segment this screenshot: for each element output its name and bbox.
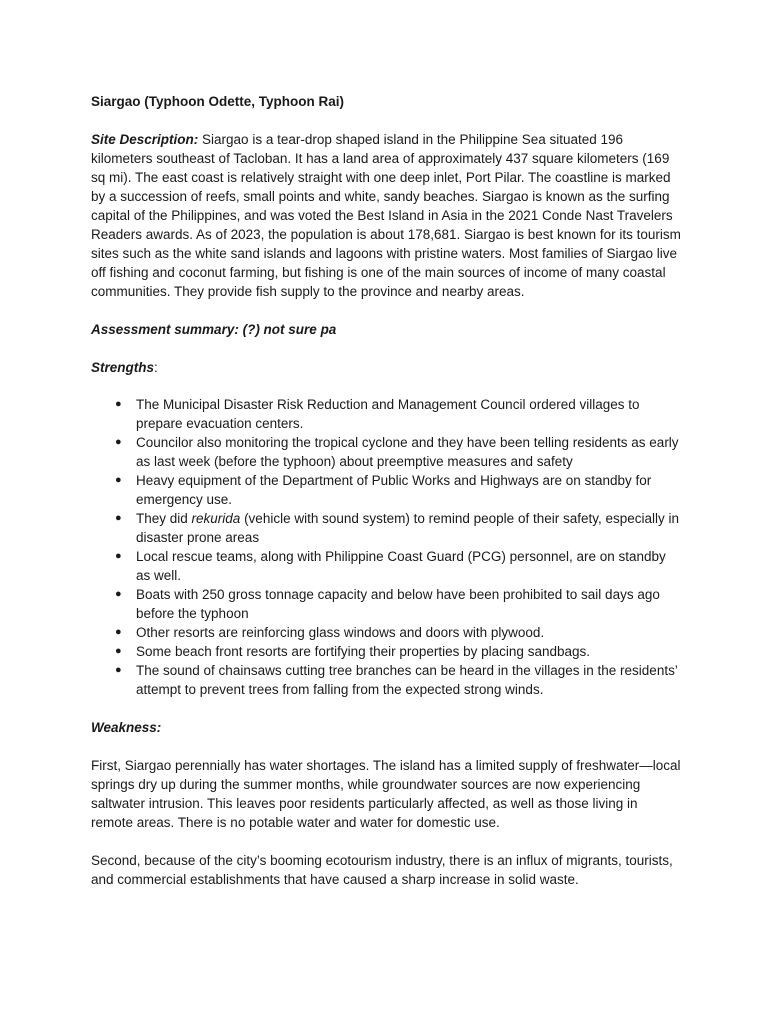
rekurida-pre: They did [136, 511, 192, 526]
site-description-text: Siargao is a tear-drop shaped island in the Philippine Sea situated 196 kilometers southeast of Tacloban. It has a land area of approximately 437 square kilometers (169 sq mi). The east coast is relatively straight with one deep inlet, Port Pilar. The coastline is marked by a succession of reefs, small points and white, sandy beaches. Siargao is known as the surfing capital of the Philippines, and was voted the Best Island in Asia in the 2021 Conde Nast Travelers Readers awards. As of 2023, the population is about 178,681. Siargao is best known for its tourism sites such as the white sand islands and lagoons with pristine waters. Most families of Siargao live off fishing and coconut farming, but fishing is one of the main sources of income of many coastal communities. They provide fish supply to the province and nearby areas. [91, 132, 681, 299]
bullet-icon: ● [115, 474, 122, 486]
rekurida-word: rekurida [191, 511, 241, 526]
weakness-heading: Weakness: [91, 720, 162, 735]
bullet-icon: ● [115, 512, 122, 524]
bullet-icon: ● [115, 664, 122, 676]
list-item-text: Boats with 250 gross tonnage capacity and below have been prohibited to sail days ago before the typhoon [136, 587, 660, 621]
list-item [91, 509, 683, 547]
assessment-summary-heading: Assessment summary: (?) not sure pa [91, 322, 337, 337]
list-item [91, 471, 683, 509]
list-item [91, 585, 683, 623]
strengths-label: Strengths [91, 360, 155, 375]
list-item-text: The Municipal Disaster Risk Reduction and Management Council ordered villages to prepare evacuation centers. [136, 397, 640, 431]
list-item-text: Other resorts are reinforcing glass windows and doors with plywood. [136, 625, 545, 640]
bullet-icon: ● [115, 626, 122, 638]
list-item-text: The sound of chainsaws cutting tree branches can be heard in the villages in the residents’ attempt to prevent trees from falling from the expected strong winds. [136, 663, 678, 697]
list-item-text: Heavy equipment of the Department of Public Works and Highways are on standby for emergency use. [136, 473, 652, 507]
site-description-paragraph [91, 130, 683, 301]
strengths-heading [91, 358, 683, 377]
list-item [91, 547, 683, 585]
bullet-icon: ● [115, 588, 122, 600]
list-item [91, 623, 683, 642]
bullet-icon: ● [115, 398, 122, 410]
list-item [91, 395, 683, 433]
weakness-paragraph-2: Second, because of the city’s booming ecotourism industry, there is an influx of migrants, tourists, and commercial establishments that have caused a sharp increase in solid waste. [91, 853, 673, 887]
bullet-icon: ● [115, 436, 122, 448]
bullet-icon: ● [115, 550, 122, 562]
document-body [91, 92, 683, 889]
strengths-colon: : [154, 360, 158, 375]
site-description-label: Site Description: [91, 132, 199, 147]
strengths-list [91, 395, 683, 699]
rekurida-post: (vehicle with sound system) to remind people of their safety, especially in disaster prone areas [136, 511, 680, 545]
list-item-text: Councilor also monitoring the tropical cyclone and they have been telling residents as early as last week (before the typhoon) about preemptive measures and safety [136, 435, 679, 469]
list-item [91, 642, 683, 661]
list-item-text: Local rescue teams, along with Philippine Coast Guard (PCG) personnel, are on standby as well. [136, 549, 666, 583]
weakness-paragraph-1: First, Siargao perennially has water shortages. The island has a limited supply of freshwater—local springs dry up during the summer months, while groundwater sources are now experiencing saltwater intrusion. This leaves poor residents particularly affected, as well as those living in remote areas. There is no potable water and water for domestic use. [91, 758, 681, 830]
list-item-text: Some beach front resorts are fortifying their properties by placing sandbags. [136, 644, 590, 659]
bullet-icon: ● [115, 645, 122, 657]
list-item [91, 433, 683, 471]
list-item [91, 661, 683, 699]
document-title: Siargao (Typhoon Odette, Typhoon Rai) [91, 94, 344, 109]
